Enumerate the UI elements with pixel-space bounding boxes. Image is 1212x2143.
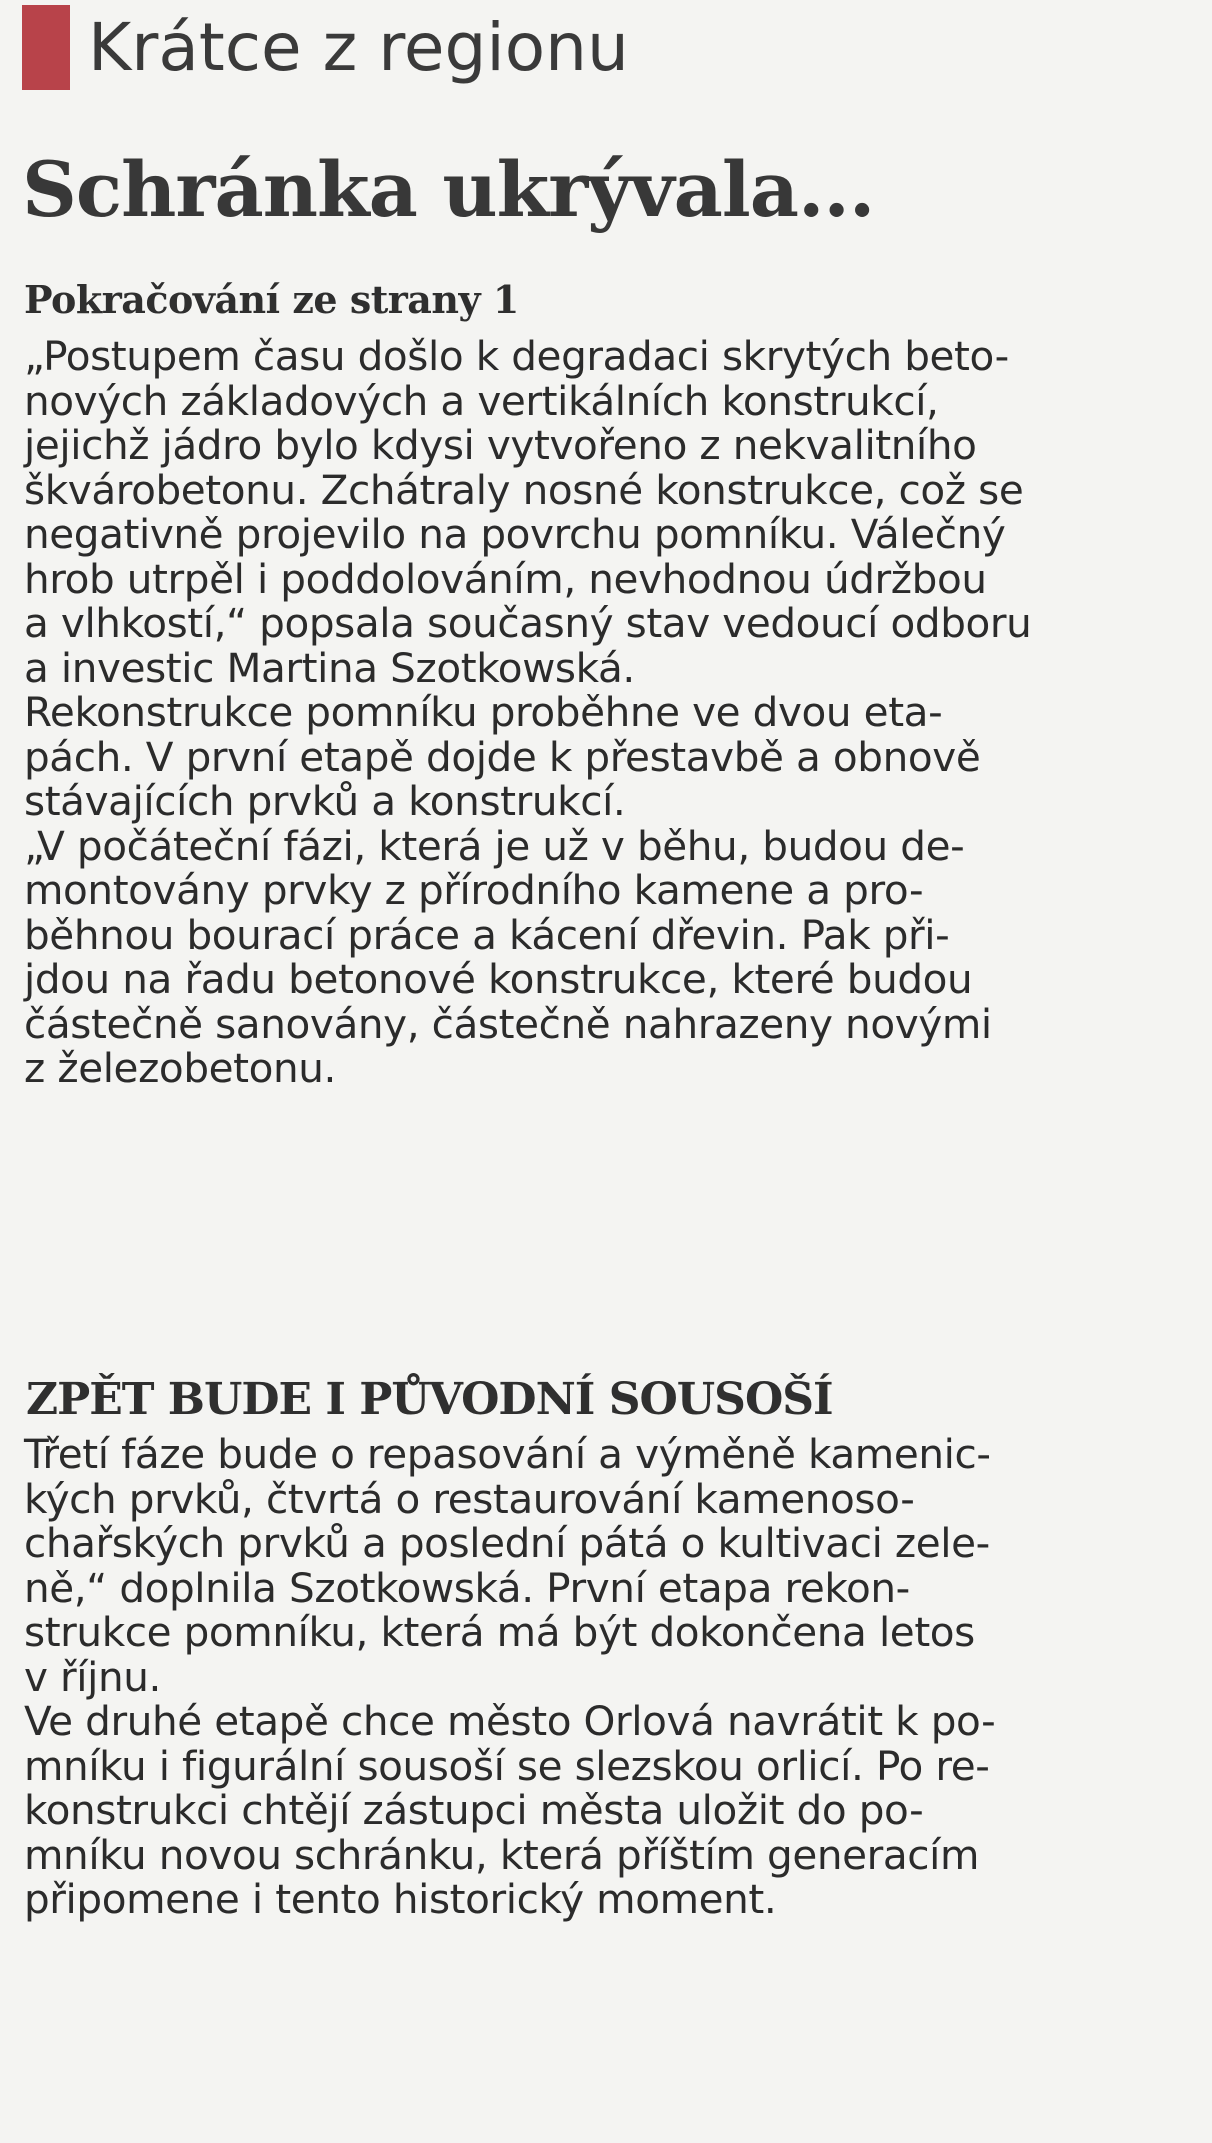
rubric-label: Krátce z regionu [88, 8, 629, 86]
text-line: škvárobetonu. Zchátraly nosné konstrukce, což se [24, 465, 1024, 514]
text-line: pách. V první etapě dojde k přestavbě a obnově [24, 732, 981, 781]
text-line: připomene i tento historický moment. [24, 1875, 777, 1923]
rubric-accent-bar [22, 5, 70, 90]
article-headline: Schránka ukrývala... [22, 145, 875, 234]
text-line: strukce pomníku, která má být dokončena letos [24, 1608, 975, 1656]
text-line: Rekonstrukce pomníku proběhne ve dvou eta- [24, 688, 943, 736]
text-line: Ve druhé etapě chce město Orlová navrátit k po- [24, 1697, 996, 1745]
text-line: částečně sanovány, částečně nahrazeny novými [24, 999, 992, 1048]
text-line: negativně projevilo na povrchu pomníku. Válečný [24, 510, 1006, 558]
text-line: jejichž jádro bylo kdysi vytvořeno z nekvalitního [24, 421, 977, 469]
text-line: hrob utrpěl i poddolováním, nevhodnou údržbou [24, 554, 987, 603]
text-line: chařských prvků a poslední pátá o kultivaci zele- [24, 1519, 990, 1567]
text-line: „Postupem času došlo k degradaci skrytých beto- [24, 332, 1009, 380]
text-line: jdou na řadu betonové konstrukce, které budou [24, 955, 973, 1003]
text-line: a investic Martina Szotkowská. [24, 643, 635, 692]
text-line: mníku novou schránku, která příštím generacím [24, 1830, 980, 1879]
continuation-note: Pokračování ze strany 1 [24, 277, 519, 322]
text-line: běhnou bourací práce a kácení dřevin. Pak při- [24, 910, 950, 959]
text-line: ně,“ doplnila Szotkowská. První etapa rekon- [24, 1563, 910, 1612]
section-rubric [22, 0, 629, 95]
text-line: a vlhkostí,“ popsala současný stav vedoucí odboru [24, 599, 1032, 647]
text-line: stávajících prvků a konstrukcí. [24, 777, 626, 825]
text-line: mníku i figurální sousoší se slezskou orlicí. Po re- [24, 1741, 990, 1790]
article-subheading: ZPĚT BUDE I PŮVODNÍ SOUSOŠÍ [26, 1374, 833, 1425]
text-line: nových základových a vertikálních konstrukcí, [24, 376, 939, 425]
text-line: z železobetonu. [24, 1044, 337, 1092]
text-line: v říjnu. [24, 1652, 162, 1701]
article-body-section-2 [24, 1432, 1189, 1922]
article-body-section-1 [24, 334, 1189, 1091]
text-line: konstrukci chtějí zástupci města uložit do po- [24, 1786, 924, 1834]
text-line: „V počáteční fázi, která je už v běhu, budou de- [24, 821, 965, 870]
text-line: kých prvků, čtvrtá o restaurování kamenoso- [24, 1474, 915, 1523]
text-line: Třetí fáze bude o repasování a výměně kamenic- [24, 1430, 991, 1478]
text-line: montovány prvky z přírodního kamene a pro- [24, 866, 924, 914]
